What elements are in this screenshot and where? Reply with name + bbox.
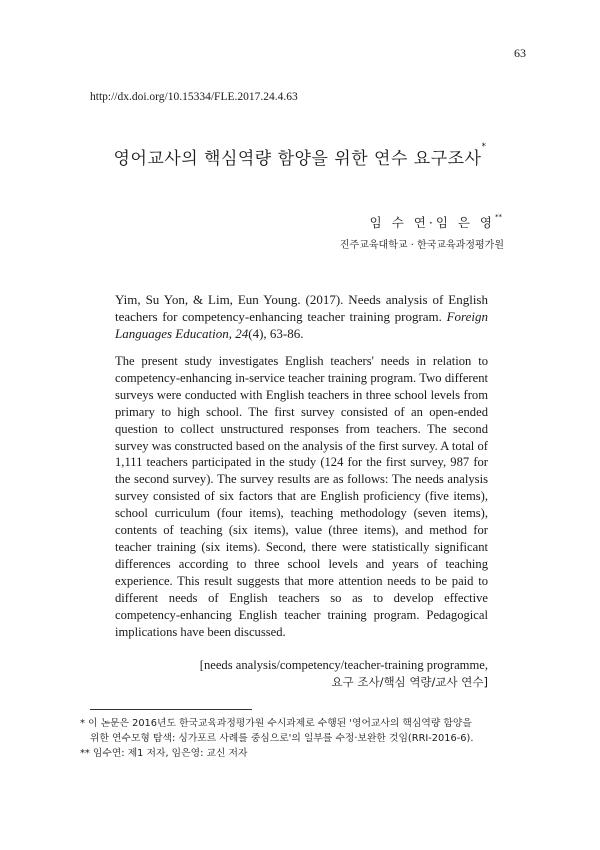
footnote-funding — [80, 716, 525, 746]
citation-main: Yim, Su Yon, & Lim, Eun Young. (2017). Needs analysis of English teachers for competency-enhancing teacher training program. — [115, 292, 488, 324]
footnote-funding-line1: * 이 논문은 2016년도 한국교육과정평가원 수시과제로 수행된 '영어교사의 핵심역량 함양을 — [80, 718, 472, 729]
citation-journal: Foreign Languages Education, 24 — [115, 309, 488, 341]
author-affiliations: 진주교육대학교 · 한국교육과정평가원 — [339, 240, 504, 251]
doi-link[interactable]: http://dx.doi.org/10.15334/FLE.2017.24.4.63 — [90, 91, 298, 103]
citation-issue-pages: (4), 63-86. — [248, 326, 304, 341]
footnote-authors-line1: ** 임수연: 제1 저자, 임은영: 교신 저자 — [80, 748, 248, 759]
paper-title-text: 영어교사의 핵심역량 함양을 위한 연수 요구조사 — [113, 149, 482, 169]
author-list — [370, 213, 502, 231]
abstract: The present study investigates English teachers' needs in relation to competency-enhancing in-service teacher training program. Two different surveys were conducted with English teachers in three school levels from primary to high school. The first survey consisted of an open-ended question to collect unstructured responses from teachers. The second survey was constructed based on the analysis of the first survey. A total of 1,111 teachers participated in the study (124 for the first survey, 987 for the second survey). The survey results are as follows: The needs analysis survey consisted of six factors that are English proficiency (five items), school curriculum (four items), teaching methodology (seven items), contents of teaching (six items), value (three items), and method for teacher training (six items). Second, there were statistically significant differences according to three school levels and years of teaching experience. This result suggests that more attention needs to be paid to different needs of English teachers so as to develop effective competency-enhancing English teacher training program. Pedagogical implications have been discussed. — [115, 354, 488, 639]
footnotes — [80, 716, 525, 761]
author-footnote-mark: ** — [495, 213, 502, 221]
footnote-authors — [80, 746, 525, 761]
keywords-english: [needs analysis/competency/teacher-training programme, — [199, 658, 488, 672]
title-footnote-mark: * — [481, 142, 487, 152]
keywords-korean: 요구 조사/핵심 역량/교사 연수] — [331, 675, 488, 689]
keywords — [200, 657, 488, 691]
paper-title — [0, 144, 600, 169]
citation — [115, 291, 488, 342]
author-names: 임 수 연·임 은 영 — [369, 215, 495, 230]
footnote-funding-line2: 위한 연수모형 탐색: 싱가포르 사례를 중심으로'의 일부를 수정·보완한 것임(RRI-2016-6). — [90, 733, 474, 744]
page-number: 63 — [514, 46, 526, 60]
footnote-divider — [90, 709, 252, 710]
